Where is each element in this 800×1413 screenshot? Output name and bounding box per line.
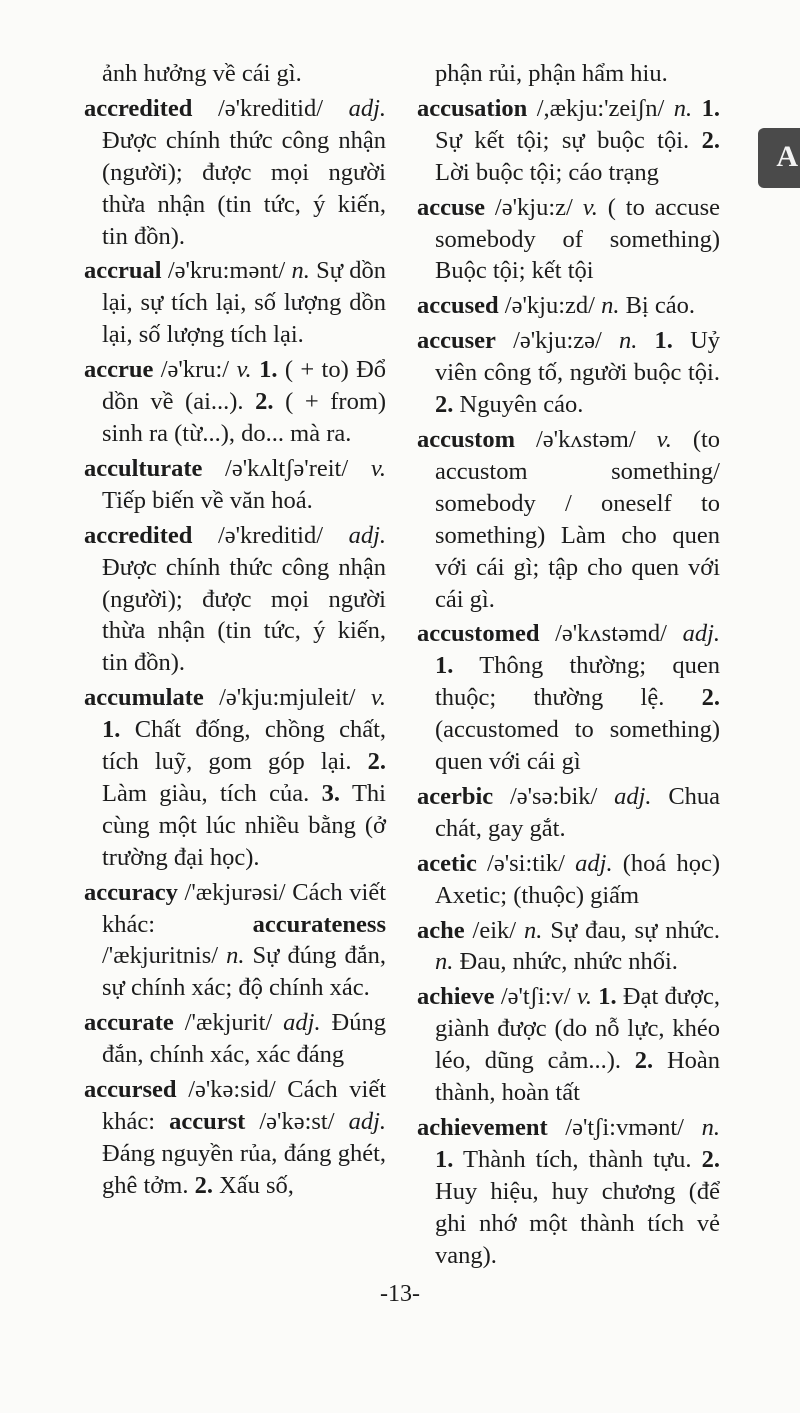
sense-number: 1. (435, 1145, 454, 1173)
part-of-speech: adj. (348, 1108, 387, 1135)
headword: accrue (84, 356, 154, 384)
part-of-speech: adj. (682, 620, 721, 648)
headword: acerbic (417, 782, 494, 810)
headword: accused (417, 292, 499, 320)
part-of-speech: n. (673, 94, 693, 122)
sense-number: 1. (654, 327, 673, 355)
right-column (417, 58, 720, 1275)
definition: Xấu số, (219, 1171, 294, 1199)
definition: Sự đúng đắn, sự chính xác; độ chính xác. (102, 942, 387, 1002)
headword: accurate (84, 1009, 174, 1037)
dictionary-entry (417, 290, 720, 322)
definition: Làm giàu, tích của. (102, 779, 310, 807)
part-of-speech: n. (435, 948, 454, 976)
sense-number: 1. (701, 94, 721, 122)
part-of-speech: adj. (348, 94, 387, 122)
dictionary-entry (84, 1007, 386, 1071)
continued-entry: phận rủi, phận hẩm hiu. (435, 60, 668, 87)
dictionary-entry (417, 325, 720, 421)
dictionary-entry (84, 354, 386, 450)
part-of-speech: adj. (575, 849, 613, 877)
headword: accustomed (417, 620, 540, 648)
definition: (to accustom something/ somebody / oneself to something) Làm cho quen với cái gì; tập cho quen với cái gì. (435, 425, 721, 613)
pronunciation: /ə'kə:st/ (259, 1108, 335, 1135)
pronunciation: /ə'kju:zd/ (504, 292, 595, 320)
dictionary-entry (84, 453, 386, 517)
definition: ( + from) sinh ra (từ...), do... mà ra. (102, 388, 387, 447)
left-column (84, 58, 386, 1205)
sense-number: 1. (259, 356, 278, 384)
pronunciation: /ə'kʌltʃə'reit/ (225, 454, 349, 482)
definition: (accustomed to something) quen với cái gì (435, 716, 720, 776)
part-of-speech: v. (236, 356, 252, 384)
part-of-speech: v. (370, 684, 386, 712)
dictionary-entry (417, 1112, 720, 1272)
headword: acetic (417, 849, 477, 877)
sense-number: 2. (634, 1047, 654, 1075)
pronunciation: /ə'tʃi:vmənt/ (565, 1114, 684, 1141)
part-of-speech: v. (576, 983, 593, 1011)
dictionary-entry (84, 1074, 386, 1202)
definition: ( + to) Đổ dồn về (ai...). (102, 356, 387, 416)
definition: Sự kết tội; sự buộc tội. (435, 126, 690, 154)
pronunciation: /eik/ (472, 916, 517, 944)
sense-number: 2. (367, 748, 386, 776)
part-of-speech: v. (370, 454, 386, 482)
definition: Đúng đắn, chính xác, xác đáng (102, 1009, 386, 1069)
part-of-speech: v. (582, 193, 598, 221)
pronunciation: /ə'kreditid/ (217, 94, 324, 122)
part-of-speech: n. (701, 1114, 721, 1141)
headword: achieve (417, 983, 495, 1011)
sense-number: 2. (255, 388, 274, 416)
page-number: -13- (380, 1281, 420, 1307)
alternate-headword: accurst (169, 1108, 246, 1135)
thumb-index-tab (758, 128, 800, 188)
alternate-headword: accurateness (252, 910, 386, 938)
dictionary-entry (84, 682, 386, 873)
pronunciation: /'ækjuritnis/ (102, 942, 219, 970)
sense-number: 2. (701, 126, 721, 154)
definition: Được chính thức công nhận (người); được mọi người thừa nhận (tin tức, ý kiến, tin đồn). (102, 553, 386, 677)
pronunciation: /ə'kʌstəm/ (535, 425, 636, 453)
dictionary-entry (417, 915, 720, 979)
dictionary-entry (417, 618, 720, 778)
headword: accredited (84, 94, 193, 122)
headword: ache (417, 916, 465, 944)
dictionary-entry (417, 981, 720, 1109)
pronunciation: /ə'kju:mjuleit/ (219, 684, 356, 712)
definition: Được chính thức công nhận (người); được mọi người thừa nhận (tin tức, ý kiến, tin đồn). (102, 126, 386, 250)
sense-number: 2. (701, 1145, 720, 1173)
definition: Uỷ viên công tố, người buộc tội. (435, 327, 721, 387)
dictionary-entry (84, 520, 386, 680)
pronunciation: /ə'kru:/ (160, 356, 230, 384)
pronunciation: /ə'sə:bik/ (509, 782, 598, 810)
definition: Hoàn thành, hoàn tất (435, 1047, 721, 1107)
definition: Đáng nguyền rủa, đáng ghét, ghê tởm. (102, 1139, 386, 1199)
part-of-speech: v. (656, 425, 672, 453)
pronunciation: /'ækjurit/ (184, 1009, 273, 1037)
sense-number: 2. (194, 1171, 213, 1199)
thumb-index-letter: A (776, 140, 798, 173)
definition: ( to accuse somebody of something) Buộc tội; kết tội (435, 193, 720, 285)
pronunciation: /ə'kju:z/ (494, 193, 573, 221)
definition: Nguyên cáo. (459, 391, 584, 419)
definition: Sự dồn lại, sự tích lại, số lượng dồn lại, số lượng tích lại. (102, 257, 387, 349)
definition: Bị cáo. (625, 292, 695, 320)
headword: accrual (84, 257, 162, 285)
definition: Đau, nhức, nhức nhối. (459, 948, 678, 976)
pronunciation: /ə'kreditid/ (217, 521, 324, 549)
dictionary-entry (84, 255, 386, 351)
dictionary-entry (417, 93, 720, 189)
pronunciation: /ə'kʌstəmd/ (555, 620, 667, 648)
pronunciation: /ə'kə:sid/ (188, 1076, 276, 1104)
definition: Sự đau, sự nhức. (550, 916, 721, 944)
definition: Thông thường; quen thuộc; thường lệ. (435, 652, 720, 712)
sense-number: 1. (598, 983, 617, 1011)
part-of-speech: adj. (283, 1009, 321, 1037)
dictionary-entry (84, 877, 386, 1005)
part-of-speech: adj. (614, 782, 652, 810)
definition: Chất đống, chồng chất, tích luỹ, gom góp lại. (102, 716, 387, 776)
headword: accuser (417, 327, 496, 355)
dictionary-entry (417, 424, 720, 615)
pronunciation: /'ækjurəsi/ (184, 878, 286, 906)
headword: accuse (417, 193, 486, 221)
part-of-speech: n. (524, 916, 543, 944)
pronunciation: /,ækju:'zeiʃn/ (536, 94, 665, 122)
sense-number: 1. (435, 652, 454, 680)
alternate-spelling-label: Cách viết khác: (102, 1076, 387, 1135)
sense-number: 2. (701, 684, 720, 712)
headword: accredited (84, 521, 193, 549)
pronunciation: /ə'tʃi:v/ (500, 983, 571, 1011)
dictionary-entry (84, 93, 386, 253)
part-of-speech: adj. (348, 521, 387, 549)
dictionary-entry (417, 781, 720, 845)
definition: Tiếp biến về văn hoá. (102, 486, 313, 514)
headword: acculturate (84, 454, 203, 482)
dictionary-entry (417, 848, 720, 912)
alternate-spelling-label: Cách viết khác: (102, 878, 387, 938)
definition: (hoá học) Axetic; (thuộc) giấm (435, 849, 721, 909)
headword: achievement (417, 1114, 548, 1141)
pronunciation: /ə'si:tik/ (487, 849, 565, 877)
definition: Lời buộc tội; cáo trạng (435, 158, 659, 186)
pronunciation: /ə'kru:mənt/ (167, 257, 286, 285)
headword: accusation (417, 94, 528, 122)
definition: Đạt được, giành được (do nỗ lực, khéo léo, dũng cảm...). (435, 983, 721, 1075)
part-of-speech: n. (619, 327, 638, 355)
part-of-speech: n. (226, 942, 245, 970)
sense-number: 3. (321, 779, 341, 807)
headword: accuracy (84, 878, 178, 906)
definition: Chua chát, gay gắt. (435, 782, 721, 842)
definition: Huy hiệu, huy chương (để ghi nhớ một thành tích vẻ vang). (435, 1177, 720, 1269)
dictionary-entry (417, 192, 720, 288)
part-of-speech: n. (291, 257, 310, 285)
headword: accustom (417, 425, 515, 453)
continued-entry: ảnh hưởng về cái gì. (102, 60, 302, 87)
headword: accursed (84, 1076, 177, 1104)
sense-number: 1. (102, 716, 121, 744)
definition: Thành tích, thành tựu. (463, 1145, 692, 1173)
definition: Thi cùng một lúc nhiều bằng (ở trường đại học). (102, 779, 386, 871)
pronunciation: /ə'kju:zə/ (513, 327, 602, 355)
part-of-speech: n. (601, 292, 620, 320)
sense-number: 2. (435, 391, 454, 419)
headword: accumulate (84, 684, 204, 712)
